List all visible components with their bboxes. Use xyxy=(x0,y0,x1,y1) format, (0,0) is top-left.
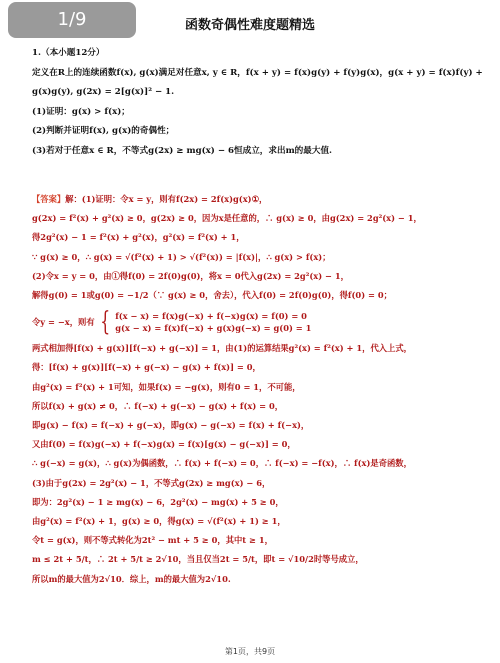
problem-part-1: (1)证明：g(x) > f(x)； xyxy=(32,106,130,117)
answer-line: 即g(x) − f(x) = f(−x) + g(−x)，即g(x) − g(−x) = f(x) + f(−x)， xyxy=(32,420,310,431)
answer-line: 令t = g(x)，则不等式转化为2t² − mt + 5 ≥ 0，其中t ≥ 1， xyxy=(32,535,273,546)
answer-line: (2)令x = y = 0，由①得f(0) = 2f(0)g(0)，将x = 0代入g(2x) = 2g²(x) − 1， xyxy=(32,270,349,281)
answer-line: 又由f(0) = f(x)g(−x) + f(−x)g(x) = f(x)[g(x) − g(−x)] = 0， xyxy=(32,439,296,450)
equation-line: g(x − x) = f(x)f(−x) + g(x)g(−x) = g(0) = 1 xyxy=(115,323,312,334)
answer-line: 得2g²(x) − 1 = f²(x) + g²(x)，g²(x) = f²(x) + 1， xyxy=(32,232,245,243)
answer-line: 两式相加得[f(x) + g(x)][f(−x) + g(−x)] = 1，由(1)的运算结果g²(x) = f²(x) + 1，代入上式， xyxy=(32,343,412,354)
problem-section xyxy=(32,44,483,161)
left-brace: { xyxy=(99,307,110,338)
equation-system-prefix: 令y = −x，则有 xyxy=(32,316,95,327)
answer-line: ∴ g(−x) = g(x)，∴ g(x)为偶函数，∴ f(x) + f(−x) = 0，∴ f(−x) = −f(x)，∴ f(x)是奇函数， xyxy=(32,458,412,469)
problem-number: 1.（本小题12分） xyxy=(32,48,105,58)
answer-line xyxy=(32,190,490,209)
answer-line: 所以m的最大值为2√10．综上，m的最大值为2√10. xyxy=(32,573,231,584)
answer-line: 解得g(0) = 1或g(0) = −1/2（∵ g(x) ≥ 0，舍去），代入f(0) = 2f(0)g(0)，得f(0) = 0； xyxy=(32,290,392,301)
equation-line: f(x − x) = f(x)g(−x) + f(−x)g(x) = f(0) = 0 xyxy=(115,311,307,322)
answer-line: 由g²(x) = f²(x) + 1可知，如果f(x) = −g(x)，则有0 = 1，不可能， xyxy=(32,381,301,392)
answer-first-line: 解：(1)证明：令x = y，则有f(2x) = 2f(x)g(x)①， xyxy=(65,194,268,204)
answer-section xyxy=(32,190,490,589)
answer-tag: 【答案】 xyxy=(32,194,66,204)
page-footer: 第1页，共9页 xyxy=(224,647,276,656)
document-title: 函数奇偶性难度题精选 xyxy=(184,18,315,33)
problem-part-2: (2)判断并证明f(x), g(x)的奇偶性； xyxy=(32,126,175,136)
answer-line: m ≤ 2t + 5/t，∴ 2t + 5/t ≥ 2√10，当且仅当2t = 5/t，即t = √10/2时等号成立， xyxy=(32,554,364,565)
page-indicator-badge: 1/9 xyxy=(8,2,136,38)
answer-line: 即为：2g²(x) − 1 ≥ mg(x) − 6，2g²(x) − mg(x) + 5 ≥ 0， xyxy=(32,496,284,507)
answer-line: (3)由于g(2x) = 2g²(x) − 1，不等式g(2x) ≥ mg(x) − 6， xyxy=(32,477,271,488)
answer-line: 所以f(x) + g(x) ≠ 0，∴ f(−x) + g(−x) − g(x) + f(x) = 0， xyxy=(32,400,284,411)
problem-statement-line: g(x)g(y), g(2x) = 2[g(x)]² − 1. xyxy=(32,87,175,97)
answer-line: g(2x) = f²(x) + g²(x) ≥ 0，g(2x) ≥ 0，因为x是任意的，∴ g(x) ≥ 0，由g(2x) = 2g²(x) − 1， xyxy=(32,213,422,224)
problem-part-3: (3)若对于任意x ∈ R，不等式g(2x) ≥ mg(x) − 6恒成立，求出m的最大值. xyxy=(32,145,333,156)
equation-system xyxy=(32,307,490,337)
answer-line: 由g²(x) = f²(x) + 1，g(x) ≥ 0，得g(x) = √(f²(x) + 1) ≥ 1， xyxy=(32,516,286,527)
problem-statement-line: 定义在R上的连续函数f(x), g(x)满足对任意x, y ∈ R，f(x + y) = f(x)g(y) + f(y)g(x)，g(x + y) = f(x)f(y) + xyxy=(32,67,483,78)
equation-system-lines xyxy=(115,310,311,334)
answer-line: 得：[f(x) + g(x)][f(−x) + g(−x) − g(x) + f(x)] = 0， xyxy=(32,362,261,373)
answer-line: ∵ g(x) ≥ 0，∴ g(x) = √(f²(x) + 1) > √(f²(x)) = |f(x)|，∴ g(x) > f(x)； xyxy=(32,251,331,262)
